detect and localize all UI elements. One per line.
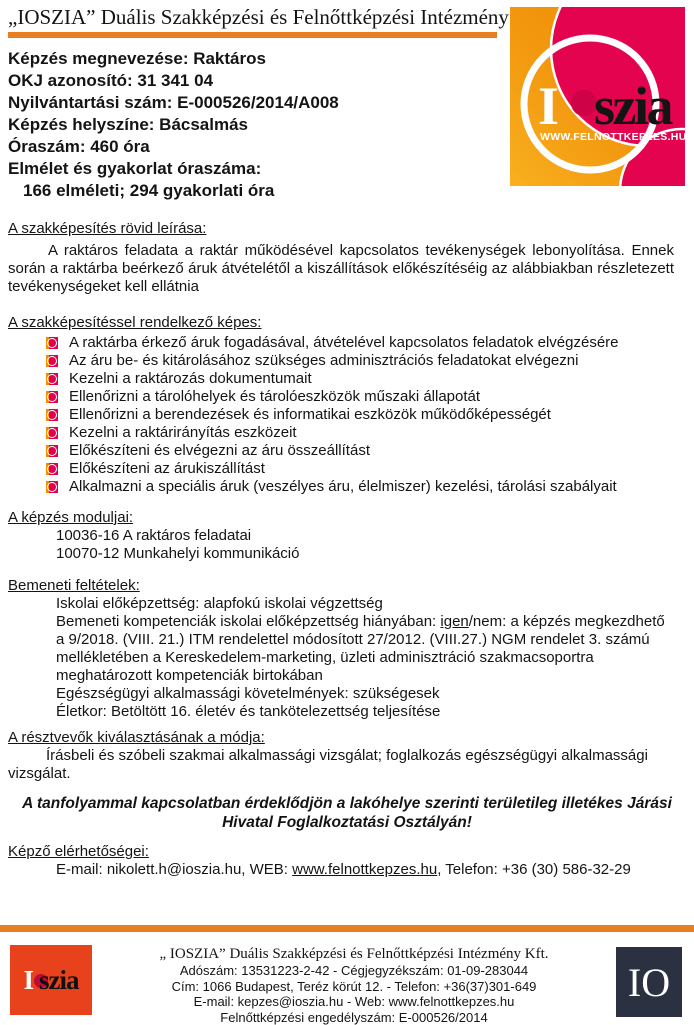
footer-company-name: „ IOSZIA” Duális Szakképzési és Felnőttképzési Intézmény Kft.	[159, 945, 548, 963]
list-item	[8, 370, 686, 388]
okj-id-line: OKJ azonosító: 31 341 04	[8, 70, 500, 92]
page-title: „IOSZIA” Duális Szakképzési és Felnőttképzési Intézmény	[8, 0, 686, 29]
competency-text: Alkalmazni a speciális áruk (veszélyes áru, élelmiszer) kezelési, tárolási szabályait	[69, 478, 617, 496]
competencies-list	[8, 334, 686, 496]
list-item	[8, 352, 686, 370]
competencies-heading: A szakképesítéssel rendelkező képes:	[8, 314, 686, 332]
theory-practice-label-line: Elmélet és gyakorlat óraszáma:	[8, 158, 500, 180]
logo-letters-szia: szia	[594, 76, 673, 136]
contact-phone-text: , Telefon: +36 (30) 586-32-29	[437, 861, 631, 878]
competency-text: Kezelni a raktározás dokumentumait	[69, 370, 312, 388]
entry-requirement-line: Életkor: Betöltött 16. életév és tankötelezettség teljesítése	[8, 703, 686, 721]
entry-requirement-competency-paragraph	[8, 613, 668, 685]
logo-website-text: WWW.FELNOTTKEPZES.HU	[540, 131, 685, 143]
theory-practice-hours-line: 166 elméleti; 294 gyakorlati óra	[8, 180, 500, 202]
logo-bullet-icon	[46, 337, 58, 349]
entry-requirements-heading: Bemeneti feltételek:	[8, 577, 686, 595]
section-competencies	[8, 314, 686, 496]
description-body: A raktáros feladata a raktár működésével kapcsolatos tevékenységek lebonyolítása. Ennek során a raktárba beérkező áruk átvételétől a kiszállítások előkészítéséig az alábbiakban részletezett tevékenységeket kell ellátnia	[8, 242, 674, 296]
footer-divider	[0, 925, 694, 932]
hours-line: Óraszám: 460 óra	[8, 136, 500, 158]
footer-address-line: Cím: 1066 Budapest, Teréz körút 12. - Telefon: +36(37)301-649	[159, 979, 548, 995]
logo-bullet-icon	[46, 445, 58, 457]
entry-requirement-line: Egészségügyi alkalmassági követelmények: szükségesek	[8, 685, 686, 703]
list-item	[8, 424, 686, 442]
module-item: 10036-16 A raktáros feladatai	[8, 527, 686, 545]
logo-bullet-icon	[46, 427, 58, 439]
competency-suffix-text: /nem: a képzés megkezdhető a 9/2018. (VIII. 21.) ITM rendelettel módosított 27/2012. (VIII.27.) NGM rendelet 3. számú mellékletében a Kereskedelem-marketing, üzleti adminisztráció szakmacsoportra meghatározott kompetenciák birtokában	[56, 613, 665, 684]
footer-logo-letter-i: I	[23, 965, 34, 996]
logo-letter-i: I	[538, 76, 559, 136]
competency-text: Ellenőrizni a berendezések és informatikai eszközök működőképességét	[69, 406, 551, 424]
list-item	[8, 478, 686, 496]
list-item	[8, 442, 686, 460]
header-divider	[8, 32, 497, 38]
section-modules	[8, 509, 686, 563]
section-entry-requirements	[8, 577, 686, 721]
ioszia-logo-graphic	[510, 7, 685, 186]
section-description	[8, 220, 686, 296]
module-item: 10070-12 Munkahelyi kommunikáció	[8, 545, 686, 563]
selection-body: Írásbeli és szóbeli szakmai alkalmassági vizsgálat; foglalkozás egészségügyi alkalmassági vizsgálat.	[8, 747, 668, 783]
list-item	[8, 388, 686, 406]
footer-tax-line: Adószám: 13531223-2-42 - Cégjegyzékszám: 01-09-283044	[159, 963, 548, 979]
list-item	[8, 334, 686, 352]
contact-heading: Képző elérhetőségei:	[8, 843, 686, 861]
footer-license-line: Felnőttképzési engedélyszám: E-000526/2014	[159, 1010, 548, 1025]
modules-heading: A képzés moduljai:	[8, 509, 686, 527]
footer-email-web-line: E-mail: kepzes@ioszia.hu - Web: www.felnottkepzes.hu	[159, 994, 548, 1010]
competency-text: Az áru be- és kitárolásához szükséges adminisztrációs feladatokat elvégezni	[69, 352, 578, 370]
logo-bullet-icon	[46, 481, 58, 493]
footer-io-logo-text: IO	[628, 959, 670, 1006]
section-selection	[8, 729, 686, 783]
footer-io-logo-icon	[616, 947, 682, 1017]
selection-heading: A résztvevők kiválasztásának a módja:	[8, 729, 686, 747]
list-item	[8, 406, 686, 424]
list-item	[8, 460, 686, 478]
contact-email-text: E-mail: nikolett.h@ioszia.hu, WEB:	[56, 861, 292, 878]
job-office-notice: A tanfolyammal kapcsolatban érdeklődjön a lakóhelye szerinti területileg illetékes Járási Hivatal Foglalkoztatási Osztályán!	[16, 794, 678, 832]
footer-company-info	[159, 943, 548, 1025]
ioszia-logo-icon	[510, 7, 685, 186]
entry-requirement-line: Iskolai előképzettség: alapfokú iskolai végzettség	[8, 595, 686, 613]
competency-text: Előkészíteni az árukiszállítást	[69, 460, 265, 478]
course-name-line: Képzés megnevezése: Raktáros	[8, 48, 500, 70]
logo-bullet-icon	[46, 373, 58, 385]
contact-line	[8, 861, 686, 879]
competency-text: Előkészíteni és elvégezni az áru összeállítást	[69, 442, 370, 460]
logo-bullet-icon	[46, 391, 58, 403]
competency-text: A raktárba érkező áruk fogadásával, átvételével kapcsolatos feladatok elvégzésére	[69, 334, 619, 352]
footer-logo-letters-szia: szia	[39, 965, 79, 996]
competency-yes-text: igen	[440, 613, 468, 630]
registration-number-line: Nyilvántartási szám: E-000526/2014/A008	[8, 92, 500, 114]
location-line: Képzés helyszíne: Bácsalmás	[8, 114, 500, 136]
course-info-block	[8, 48, 500, 202]
section-contact	[8, 843, 686, 879]
website-link[interactable]: www.felnottkepzes.hu	[292, 861, 437, 878]
logo-bullet-icon	[46, 355, 58, 367]
logo-bullet-icon	[46, 463, 58, 475]
description-heading: A szakképesítés rövid leírása:	[8, 220, 686, 238]
competency-prefix-text: Bemeneti kompetenciák iskolai előképzettség hiányában:	[56, 613, 440, 630]
footer	[0, 925, 694, 1025]
logo-bullet-icon	[46, 409, 58, 421]
competency-text: Ellenőrizni a tárolóhelyek és tárolóeszközök műszaki állapotát	[69, 388, 480, 406]
footer-ioszia-logo-icon	[10, 945, 92, 1015]
competency-text: Kezelni a raktárirányítás eszközeit	[69, 424, 297, 442]
